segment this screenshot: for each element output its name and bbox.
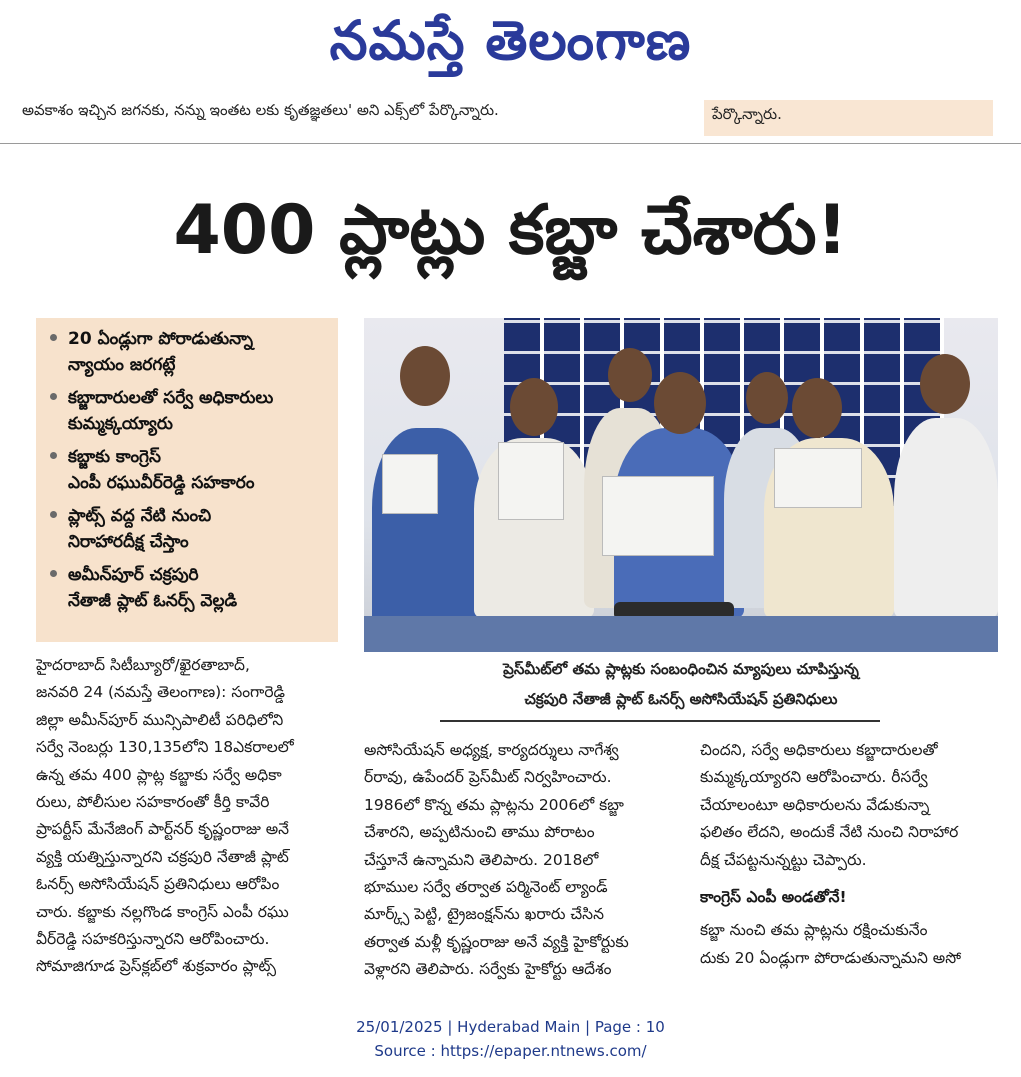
press-table (364, 616, 998, 652)
text-line: చేస్తూనే ఉన్నామని తెలిపారు. 2018లో (364, 850, 599, 869)
headline: 400 ప్లాట్లు కబ్జా చేశారు! (173, 191, 848, 270)
bullet-icon (50, 570, 57, 577)
text-line: జిల్లా అమీన్‌పూర్ మున్సిపాలిటీ పరిధిలోని (36, 710, 284, 729)
highlight-item (50, 444, 330, 496)
text-line: చిందని, సర్వే అధికారులు కబ్జాదారులతో (700, 741, 938, 759)
sub-heading: కాంగ్రెస్ ఎంపీ అండతోనే! (700, 888, 847, 907)
text-line: మార్క్స్ పెట్టి, ట్రైజంక్షన్‌ను ఖరారు చేసిన (364, 905, 604, 924)
bullet-icon (50, 334, 57, 341)
text-line: ఫలితం లేదని, అందుకే నేటి నుంచి నిరాహార (700, 823, 959, 842)
highlight-line: న్యాయం జరగట్లే (68, 355, 176, 375)
caption-line: ప్రెస్‌మీట్‌లో తమ ప్లాట్లకు సంబంధించిన మ్యాపులు చూపిస్తున్న (503, 660, 859, 678)
highlight-line: ప్లాట్స్ వద్ద నేటి నుంచి (68, 506, 212, 526)
person-head (400, 346, 450, 406)
press-meet-photo (364, 318, 998, 652)
text-line: వ్యక్తి యత్నిస్తున్నారని చక్రపురి నేతాజీ ప్లాట్ (36, 847, 289, 866)
text-line: ర్‌రావు, ఉపేందర్ ప్రెస్‌మీట్ నిర్వహించారు. (364, 768, 612, 787)
highlight-item (50, 503, 330, 555)
person-head (608, 348, 652, 402)
text-line: దీక్ష చేపట్టనున్నట్టు చెప్పారు. (700, 850, 867, 869)
article-column-3 (700, 737, 998, 972)
divider (0, 143, 1021, 144)
article-column-2 (364, 737, 672, 984)
highlight-line: ఎంపీ రఘువీర్‌రెడ్డి సహకారం (68, 473, 255, 493)
person-head (792, 378, 842, 438)
highlight-line: నిరాహారదీక్ష చేస్తాం (68, 532, 189, 552)
highlight-line: కబ్జాదారులతో సర్వే అధికారులు (68, 388, 274, 408)
text-line: సర్వే నెంబర్లు 130,135లోని 18ఎకరాలలో (36, 738, 294, 757)
highlight-line: కుమ్మక్కయ్యారు (68, 414, 173, 434)
top-strip (0, 96, 1021, 132)
text-line: తర్వాత మళ్లీ కృష్ణంరాజు అనే వ్యక్తి హైకోర్టుకు (364, 932, 629, 951)
map-sheet (382, 454, 438, 514)
highlight-item (50, 385, 330, 437)
highlight-line: అమీన్‌పూర్ చక్రపురి (68, 565, 199, 585)
map-sheet (602, 476, 714, 556)
bullet-icon (50, 452, 57, 459)
bullet-icon (50, 511, 57, 518)
text-line: సోమాజిగూడ ప్రెస్‌క్లబ్‌లో శుక్రవారం ప్లాట్స్ (36, 957, 277, 976)
text-line: వెళ్లారని తెలిపారు. సర్వేకు హైకోర్టు ఆదేశం (364, 960, 612, 979)
text-line: ప్రాపర్టీస్ మేనేజింగ్ పార్ట్‌నర్ కృష్ణంరాజు అనే (36, 820, 290, 839)
person-head (920, 354, 970, 414)
text-line: దుకు 20 ఏండ్లుగా పోరాడుతున్నామని అసో (700, 948, 961, 967)
text-line: వీర్‌రెడ్డి సహకరిస్తున్నారని ఆరోపించారు. (36, 930, 270, 949)
highlight-line: నేతాజీ ప్లాట్ ఓనర్స్ వెల్లడి (68, 591, 238, 611)
text-line: 1986లో కొన్న తమ ప్లాట్లను 2006లో కబ్జా (364, 795, 624, 814)
highlight-line: కబ్జాకు కాంగ్రెస్ (68, 447, 161, 467)
footer-date-edition: 25/01/2025 | Hyderabad Main | Page : 10 (356, 1018, 665, 1036)
person-head (746, 372, 788, 424)
photo-caption (364, 654, 998, 714)
text-line: చేశారని, అప్పటినుంచి తాము పోరాటం (364, 823, 595, 842)
person-head (510, 378, 558, 436)
strip-left-text: అవకాశం ఇచ్చిన జగనకు, నన్ను ఇంతట లకు కృతజ్ఞతలు' అని ఎక్స్‌లో పేర్కొన్నారు. (22, 101, 499, 119)
person-figure (894, 418, 998, 618)
caption-line: చక్రపురి నేతాజీ ప్లాట్ ఓనర్స్ అసోసియేషన్ ప్రతినిధులు (524, 690, 838, 708)
text-line: చారు. కబ్జాకు నల్లగొండ కాంగ్రెస్ ఎంపీ రఘు (36, 902, 289, 921)
text-line: రులు, పోలీసుల సహకారంతో కీర్తి కావేరి (36, 793, 270, 812)
person-head (654, 372, 706, 434)
page-footer (0, 1015, 1021, 1063)
footer-source-link[interactable]: Source : https://epaper.ntnews.com/ (374, 1042, 647, 1060)
text-line: ఉన్న తమ 400 ప్లాట్ల కబ్జాకు సర్వే అధికా (36, 765, 282, 784)
text-line: కబ్జా నుంచి తమ ప్లాట్లను రక్షించుకునేం (700, 921, 928, 940)
text-line: చేయాలంటూ అధికారులను వేడుకున్నా (700, 795, 930, 814)
map-sheet (774, 448, 862, 508)
highlights-box (36, 318, 338, 642)
map-sheet (498, 442, 564, 520)
masthead-logo: నమస్తే తెలంగాణ (329, 9, 692, 72)
strip-right-box: పేర్కొన్నారు. (704, 100, 993, 136)
bullet-icon (50, 393, 57, 400)
highlight-item (50, 562, 330, 614)
text-line: ఓనర్స్ అసోసియేషన్ ప్రతినిధులు ఆరోపిం (36, 875, 280, 894)
text-line: అసోసియేషన్ అధ్యక్ష, కార్యదర్శులు నాగేశ్వ (364, 741, 619, 759)
caption-underline (440, 720, 880, 722)
highlight-item (50, 326, 330, 378)
text-line: హైదరాబాద్ సిటీబ్యూరో/ఖైరతాబాద్, (36, 656, 250, 674)
highlight-line: 20 ఏండ్లుగా పోరాడుతున్నా (68, 329, 254, 349)
article-column-1 (36, 652, 336, 981)
text-line: జనవరి 24 (నమస్తే తెలంగాణ): సంగారెడ్డి (36, 683, 285, 702)
text-line: కుమ్మక్కయ్యారని ఆరోపించారు. రీసర్వే (700, 768, 928, 787)
text-line: భూముల సర్వే తర్వాత పర్మినెంట్ ల్యాండ్ (364, 878, 608, 897)
